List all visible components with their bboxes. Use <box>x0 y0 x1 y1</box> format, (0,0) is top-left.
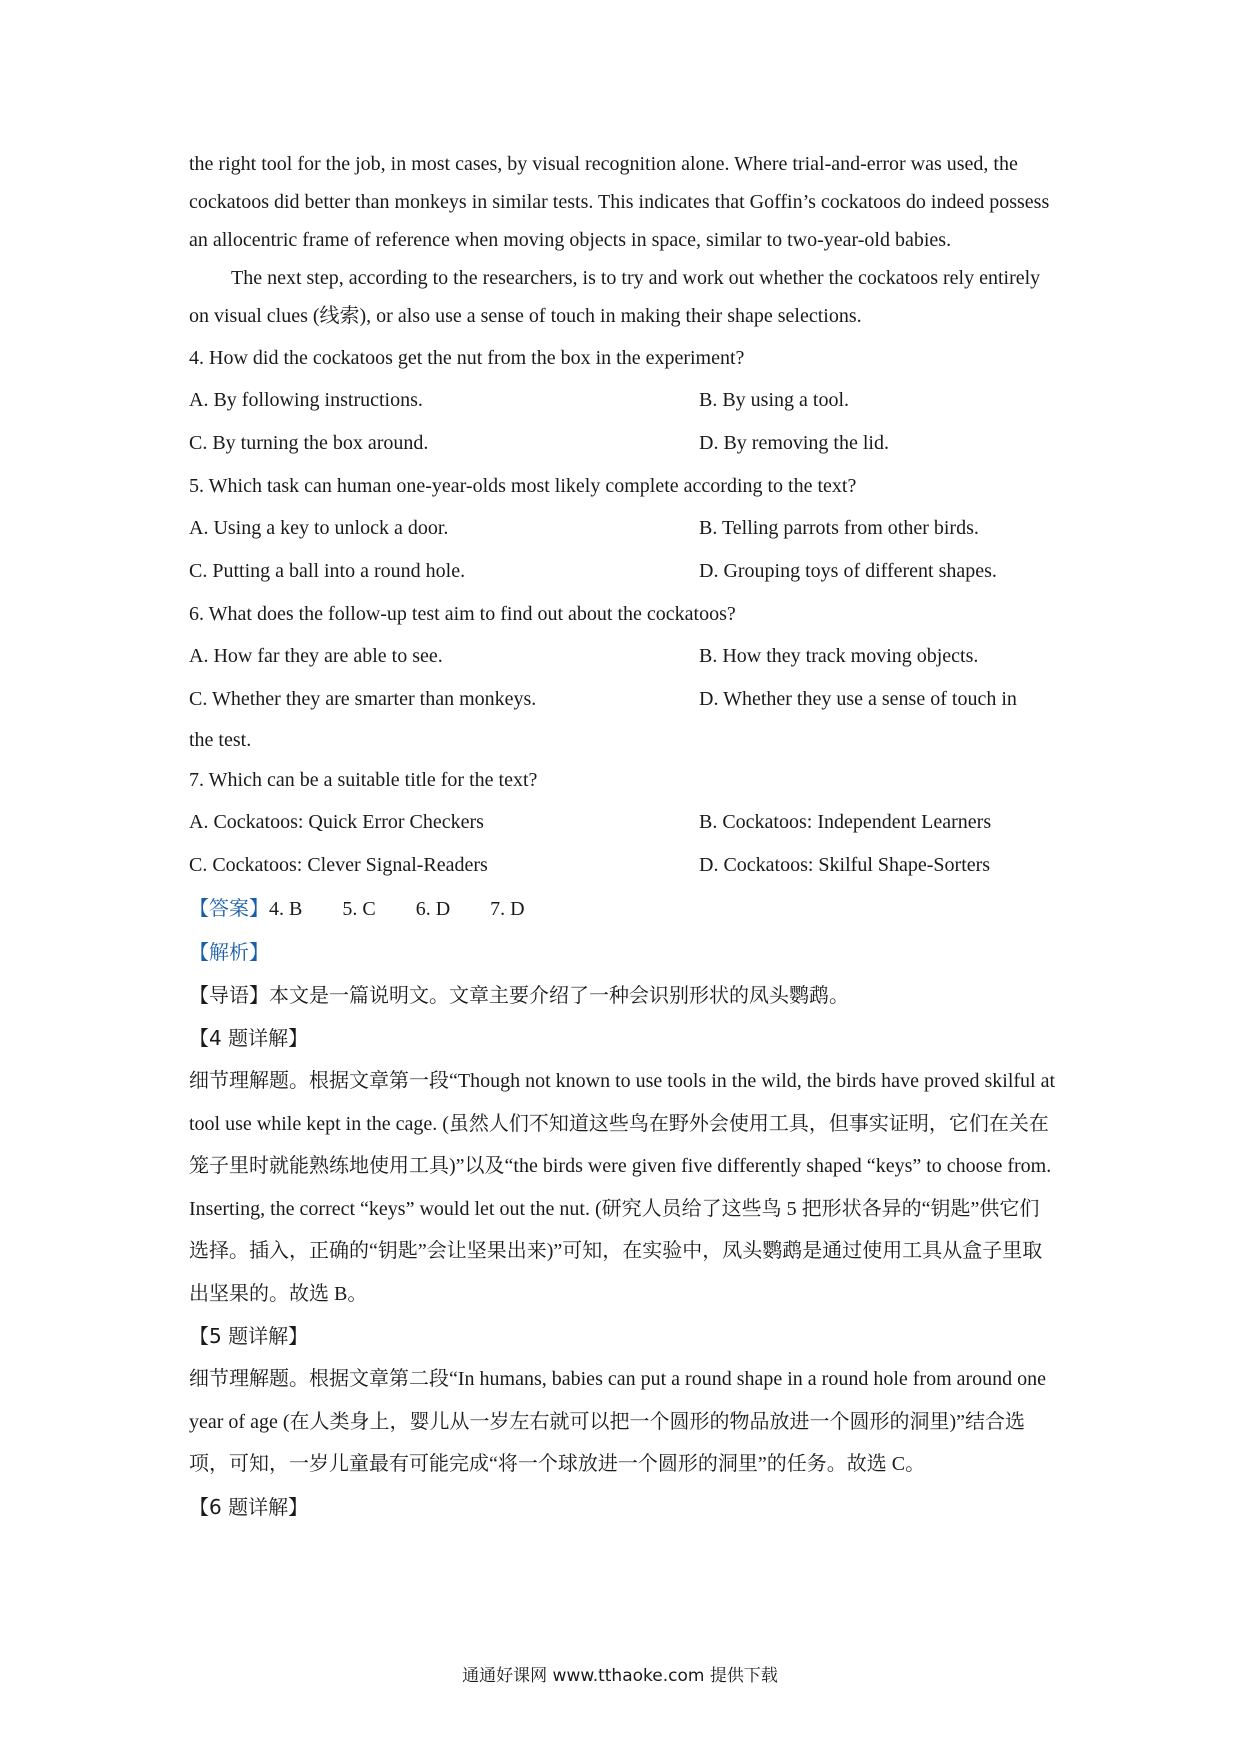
answer-item: 6. D <box>415 898 451 920</box>
detail-4-heading: 【4 题详解】 <box>189 1026 309 1050</box>
option-c: C. Putting a ball into a round hole. <box>189 560 466 582</box>
options <box>189 507 1059 593</box>
guide-text: 【导语】本文是一篇说明文。文章主要介绍了一种会识别形状的凤头鹦鹉。 <box>189 983 849 1007</box>
option-b: B. Telling parrots from other birds. <box>699 517 979 539</box>
options <box>189 379 1059 465</box>
option-b: B. Cockatoos: Independent Learners <box>699 811 992 833</box>
answer-line <box>189 887 1059 931</box>
option-d: D. Whether they use a sense of touch in <box>699 688 1017 710</box>
option-d: D. Cockatoos: Skilful Shape-Sorters <box>699 854 991 876</box>
analysis-label: 【解析】 <box>189 940 269 964</box>
answer-item: 5. C <box>342 898 376 920</box>
passage-paragraph-1: the right tool for the job, in most cases, by visual recognition alone. Where trial-and-error was used, the cockatoos did better than monkeys in similar tests. This indicates that Goffin’s cockatoos do indeed possess an allocentric frame of reference when moving objects in space, similar to two-year-old babies. <box>189 153 1050 251</box>
question-stem: 4. How did the cockatoos get the nut from the box in the experiment? <box>189 347 745 369</box>
question-stem: 7. Which can be a suitable title for the text? <box>189 769 538 791</box>
question-6 <box>189 593 1059 759</box>
option-d: D. Grouping toys of different shapes. <box>699 560 997 582</box>
detail-5-heading: 【5 题详解】 <box>189 1324 309 1348</box>
page-footer: 通通好课网 www.tthaoke.com 提供下载 <box>462 1666 778 1686</box>
option-a: A. Using a key to unlock a door. <box>189 517 449 539</box>
option-b: B. By using a tool. <box>699 389 850 411</box>
option-a: A. How far they are able to see. <box>189 645 443 667</box>
question-stem: 6. What does the follow-up test aim to find out about the cockatoos? <box>189 603 736 625</box>
option-a: A. Cockatoos: Quick Error Checkers <box>189 811 484 833</box>
option-d-continuation: the test. <box>189 729 252 751</box>
detail-5-body: 细节理解题。根据文章第二段“In humans, babies can put a round shape in a round hole from around one year of age (在人类身上，婴儿从一岁左右就可以把一个圆形的物品放进一个圆形的洞里)”结合选项，可知，一岁儿童最有可能完成“将一个球放进一个圆形的洞里”的任务。故选 C。 <box>189 1368 1047 1475</box>
option-c: C. Whether they are smarter than monkeys. <box>189 688 537 710</box>
options <box>189 801 1059 887</box>
question-7 <box>189 759 1059 887</box>
option-c: C. Cockatoos: Clever Signal-Readers <box>189 854 488 876</box>
options <box>189 635 1059 721</box>
question-4 <box>189 337 1059 465</box>
question-5 <box>189 465 1059 593</box>
document-body <box>189 145 1059 1529</box>
answer-label: 【答案】 <box>189 896 269 920</box>
answer-item: 7. D <box>490 898 525 920</box>
passage-paragraph-2: The next step, according to the researchers, is to try and work out whether the cockatoos rely entirely on visual clues (线索), or also use a sense of touch in making their shape selections. <box>189 267 1041 327</box>
answer-item: 4. B <box>269 898 303 920</box>
detail-6-heading: 【6 题详解】 <box>189 1494 309 1519</box>
option-c: C. By turning the box around. <box>189 432 429 454</box>
option-b: B. How they track moving objects. <box>699 645 979 667</box>
question-stem: 5. Which task can human one-year-olds most likely complete according to the text? <box>189 475 857 497</box>
detail-4-body: 细节理解题。根据文章第一段“Though not known to use tools in the wild, the birds have proved skilful at tool use while kept in the cage. (虽然人们不知道这些鸟在野外会使用工具，但事实证明，它们在关在笼子里时就能熟练地使用工具)”以及“the birds were given five differently shaped “keys” to choose from. Inserting, the correct “keys” would let out the nut. (研究人员给了这些鸟 5 把形状各异的“钥匙”供它们选择。插入，正确的“钥匙”会让坚果出来)”可知，在实验中，凤头鹦鹉是通过使用工具从盒子里取出坚果的。故选 B。 <box>189 1070 1056 1305</box>
option-d: D. By removing the lid. <box>699 432 889 454</box>
option-a: A. By following instructions. <box>189 389 423 411</box>
